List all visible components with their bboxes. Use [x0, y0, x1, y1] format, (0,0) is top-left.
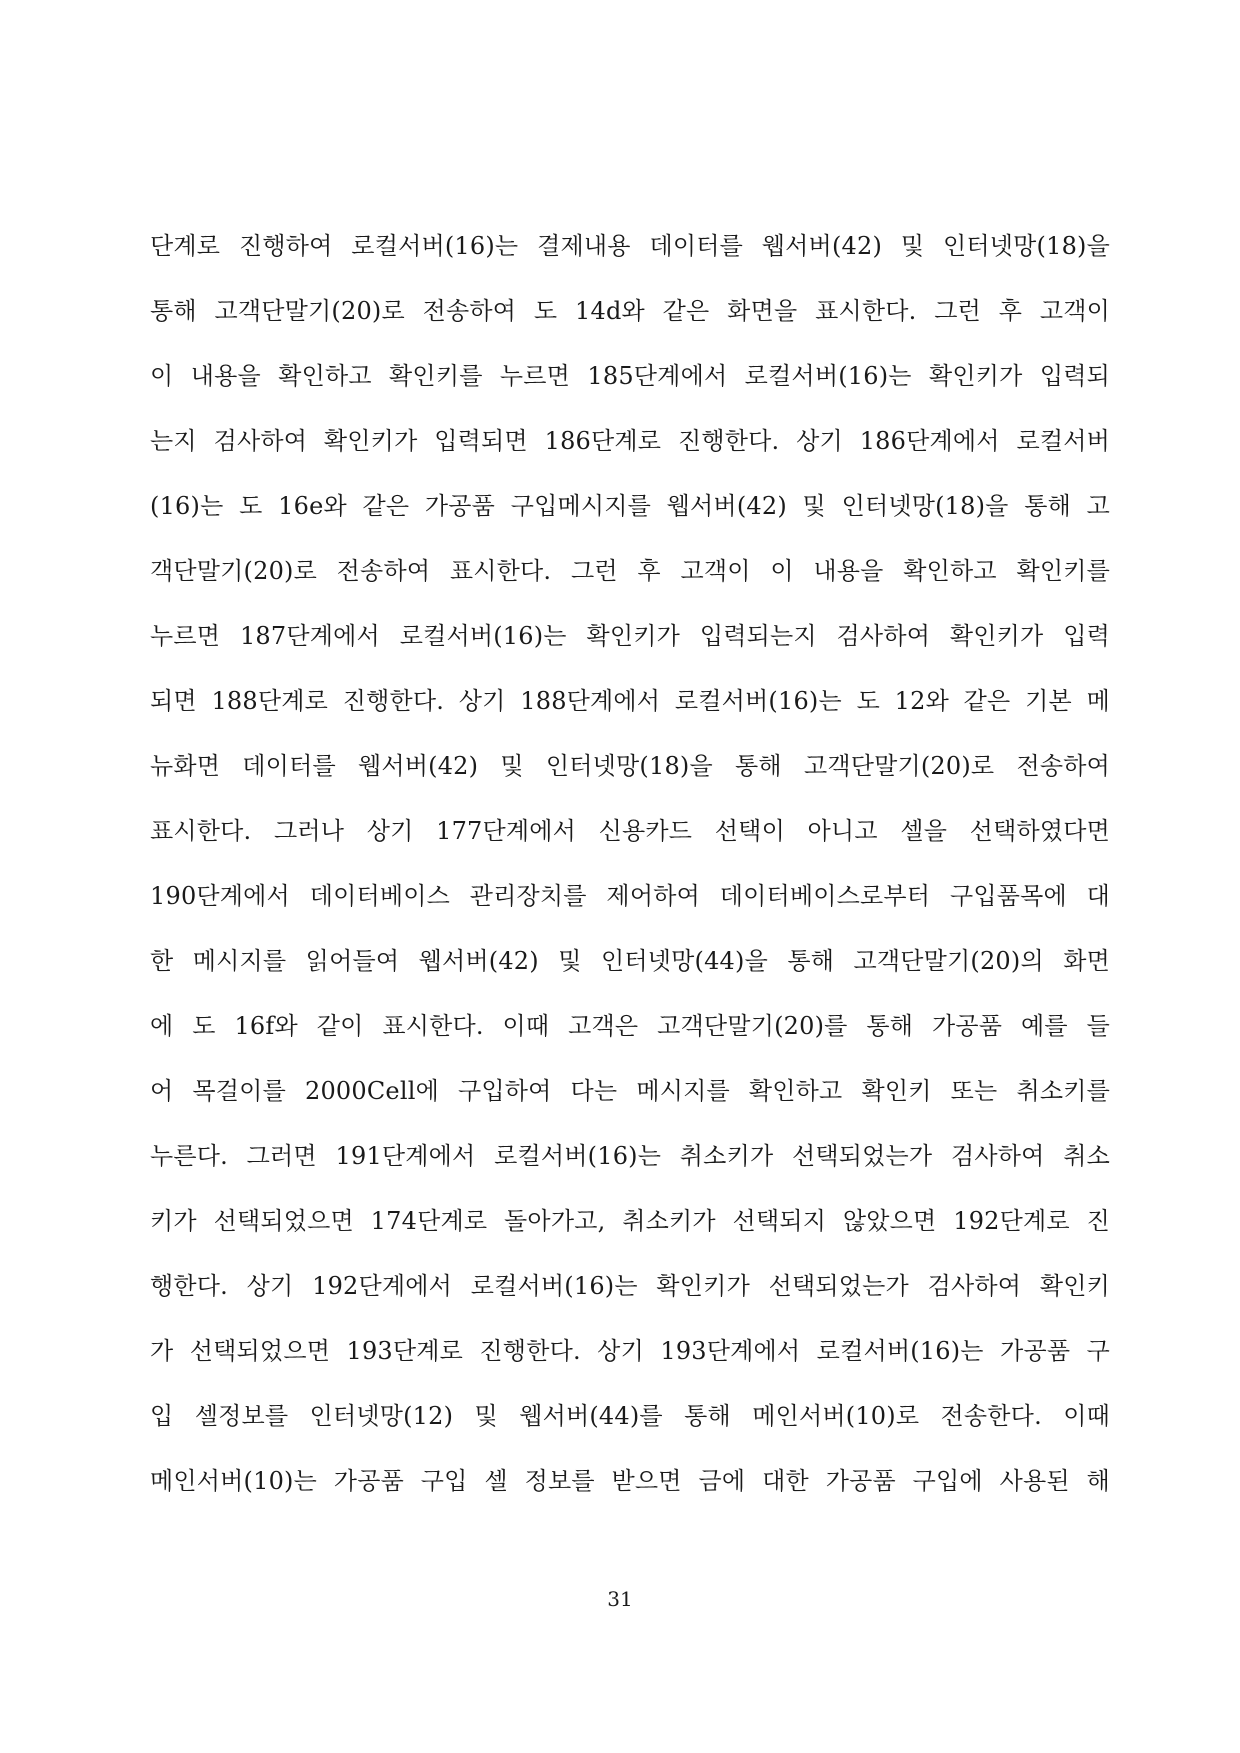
text-line: 되면 188단계로 진행한다. 상기 188단계에서 로컬서버(16)는 도 12와 같은 기본 메 [150, 687, 1110, 715]
text-line: 표시한다. 그러나 상기 177단계에서 신용카드 선택이 아니고 셀을 선택하였다면 [150, 817, 1110, 845]
text-line: 입 셀정보를 인터넷망(12) 및 웹서버(44)를 통해 메인서버(10)로 전송한다. 이때 [150, 1402, 1110, 1430]
page-number: 31 [607, 1587, 633, 1611]
text-line: 키가 선택되었으면 174단계로 돌아가고, 취소키가 선택되지 않았으면 192단계로 진 [150, 1207, 1110, 1235]
body-text [150, 226, 1110, 1526]
text-line: 메인서버(10)는 가공품 구입 셀 정보를 받으면 금에 대한 가공품 구입에 사용된 해 [150, 1467, 1110, 1495]
text-line: 어 목걸이를 2000Cell에 구입하여 다는 메시지를 확인하고 확인키 또는 취소키를 [150, 1077, 1110, 1105]
text-line: 누르면 187단계에서 로컬서버(16)는 확인키가 입력되는지 검사하여 확인키가 입력 [150, 622, 1110, 650]
text-line: 한 메시지를 읽어들여 웹서버(42) 및 인터넷망(44)을 통해 고객단말기(20)의 화면 [150, 947, 1110, 975]
text-line: 에 도 16f와 같이 표시한다. 이때 고객은 고객단말기(20)를 통해 가공품 예를 들 [150, 1012, 1110, 1040]
text-line: 190단계에서 데이터베이스 관리장치를 제어하여 데이터베이스로부터 구입품목에 대 [150, 882, 1110, 910]
text-line: (16)는 도 16e와 같은 가공품 구입메시지를 웹서버(42) 및 인터넷망(18)을 통해 고 [150, 492, 1110, 520]
text-line: 이 내용을 확인하고 확인키를 누르면 185단계에서 로컬서버(16)는 확인키가 입력되 [150, 362, 1110, 390]
text-line: 뉴화면 데이터를 웹서버(42) 및 인터넷망(18)을 통해 고객단말기(20)로 전송하여 [150, 752, 1110, 780]
text-line: 행한다. 상기 192단계에서 로컬서버(16)는 확인키가 선택되었는가 검사하여 확인키 [150, 1272, 1110, 1300]
text-line: 단계로 진행하여 로컬서버(16)는 결제내용 데이터를 웹서버(42) 및 인터넷망(18)을 [150, 232, 1110, 260]
text-line: 는지 검사하여 확인키가 입력되면 186단계로 진행한다. 상기 186단계에서 로컬서버 [150, 427, 1110, 455]
text-line: 객단말기(20)로 전송하여 표시한다. 그런 후 고객이 이 내용을 확인하고 확인키를 [150, 557, 1110, 585]
text-line: 통해 고객단말기(20)로 전송하여 도 14d와 같은 화면을 표시한다. 그런 후 고객이 [150, 297, 1110, 325]
text-line: 누른다. 그러면 191단계에서 로컬서버(16)는 취소키가 선택되었는가 검사하여 취소 [150, 1142, 1110, 1170]
text-line: 가 선택되었으면 193단계로 진행한다. 상기 193단계에서 로컬서버(16)는 가공품 구 [150, 1337, 1110, 1365]
